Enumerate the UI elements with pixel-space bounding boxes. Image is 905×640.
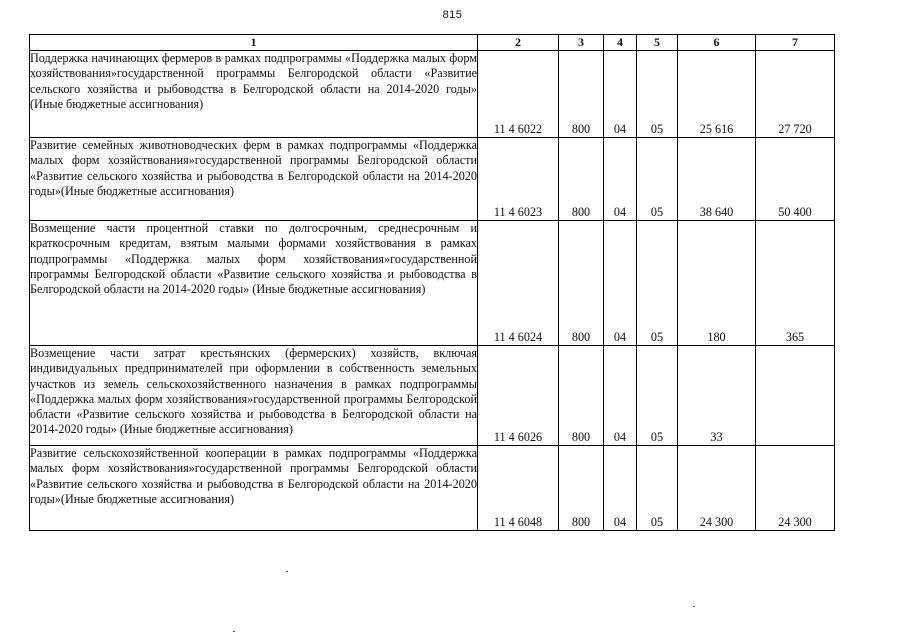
- row-section: 04: [604, 221, 637, 346]
- row-description-cell: [30, 346, 478, 446]
- row-subsection: 05: [637, 221, 678, 346]
- row-sum-1: 38 640: [678, 138, 756, 221]
- row-description-cell: [30, 221, 478, 346]
- row-target-code: 11 4 6026: [478, 346, 559, 446]
- table-row: [30, 221, 835, 346]
- table-header-row: [30, 35, 835, 51]
- row-description-cell: [30, 51, 478, 138]
- row-sum-2: 24 300: [756, 446, 835, 531]
- row-description-cell: [30, 138, 478, 221]
- row-section: 04: [604, 138, 637, 221]
- row-sum-2: 365: [756, 221, 835, 346]
- row-expense-type: 800: [559, 346, 604, 446]
- row-expense-type: 800: [559, 138, 604, 221]
- row-sum-1: 25 616: [678, 51, 756, 138]
- column-header-code: 2: [478, 35, 559, 51]
- row-subsection: 05: [637, 138, 678, 221]
- table-row: [30, 138, 835, 221]
- budget-table: [29, 34, 835, 531]
- row-section: 04: [604, 346, 637, 446]
- table-row: [30, 51, 835, 138]
- row-target-code: 11 4 6048: [478, 446, 559, 531]
- row-section: 04: [604, 51, 637, 138]
- row-expense-type: 800: [559, 51, 604, 138]
- row-sum-1: 180: [678, 221, 756, 346]
- row-sum-2: 50 400: [756, 138, 835, 221]
- row-description: Поддержка начинающих фермеров в рамках подпрограммы «Поддержка малых форм хозяйствования»государственной программы Белгородской области «Развитие сельского хозяйства и рыбоводства в Белгородской области на 2014-2020 годы» (Иные бюджетные ассигнования): [30, 51, 477, 111]
- row-expense-type: 800: [559, 221, 604, 346]
- row-description: Развитие сельскохозяйственной кооперации в рамках подпрограммы «Поддержка малых форм хозяйствования»государственной программы Белгородской области «Развитие сельского хозяйства и рыбоводства в Белгородской области на 2014-2020 годы»(Иные бюджетные ассигнования): [30, 446, 477, 506]
- row-description: Возмещение части затрат крестьянских (фермерских) хозяйств, включая индивидуальных предпринимателей при оформлении в собственность земельных участков из земель сельскохозяйственного назначения в рамках подпрограммы «Поддержка малых форм хозяйствования»государственной программы Белгородской области «Развитие сельского хозяйства и рыбоводства в Белгородской области на 2014-2020 годы» (Иные бюджетные ассигнования): [30, 346, 477, 437]
- row-section: 04: [604, 446, 637, 531]
- column-header-sum-1: 6: [678, 35, 756, 51]
- row-subsection: 05: [637, 346, 678, 446]
- column-header-rz: 4: [604, 35, 637, 51]
- row-sum-2: [756, 346, 835, 446]
- row-target-code: 11 4 6022: [478, 51, 559, 138]
- row-subsection: 05: [637, 51, 678, 138]
- row-sum-2: 27 720: [756, 51, 835, 138]
- row-expense-type: 800: [559, 446, 604, 531]
- column-header-description: 1: [30, 35, 478, 51]
- row-target-code: 11 4 6024: [478, 221, 559, 346]
- scan-speck: [233, 631, 235, 632]
- scan-speck: [693, 606, 695, 607]
- scan-speck: [286, 571, 288, 572]
- column-header-sum-2: 7: [756, 35, 835, 51]
- row-target-code: 11 4 6023: [478, 138, 559, 221]
- page-number: 815: [442, 9, 463, 21]
- table-row: [30, 346, 835, 446]
- row-subsection: 05: [637, 446, 678, 531]
- row-description: Развитие семейных животноводческих ферм в рамках подпрограммы «Поддержка малых форм хозяйствования»государственной программы Белгородской области «Развитие сельского хозяйства и рыбоводства в Белгородской области на 2014-2020 годы»(Иные бюджетные ассигнования): [30, 138, 477, 198]
- row-description: Возмещение части процентной ставки по долгосрочным, среднесрочным и краткосрочным кредитам, взятым малыми формами хозяйствования в рамках подпрограммы «Поддержка малых форм хозяйствования»государственной программы Белгородской области «Развитие сельского хозяйства и рыбоводства в Белгородской области на 2014-2020 годы» (Иные бюджетные ассигнования): [30, 221, 477, 297]
- row-sum-1: 24 300: [678, 446, 756, 531]
- row-description-cell: [30, 446, 478, 531]
- column-header-vr: 3: [559, 35, 604, 51]
- table-row: [30, 446, 835, 531]
- column-header-pr: 5: [637, 35, 678, 51]
- row-sum-1: 33: [678, 346, 756, 446]
